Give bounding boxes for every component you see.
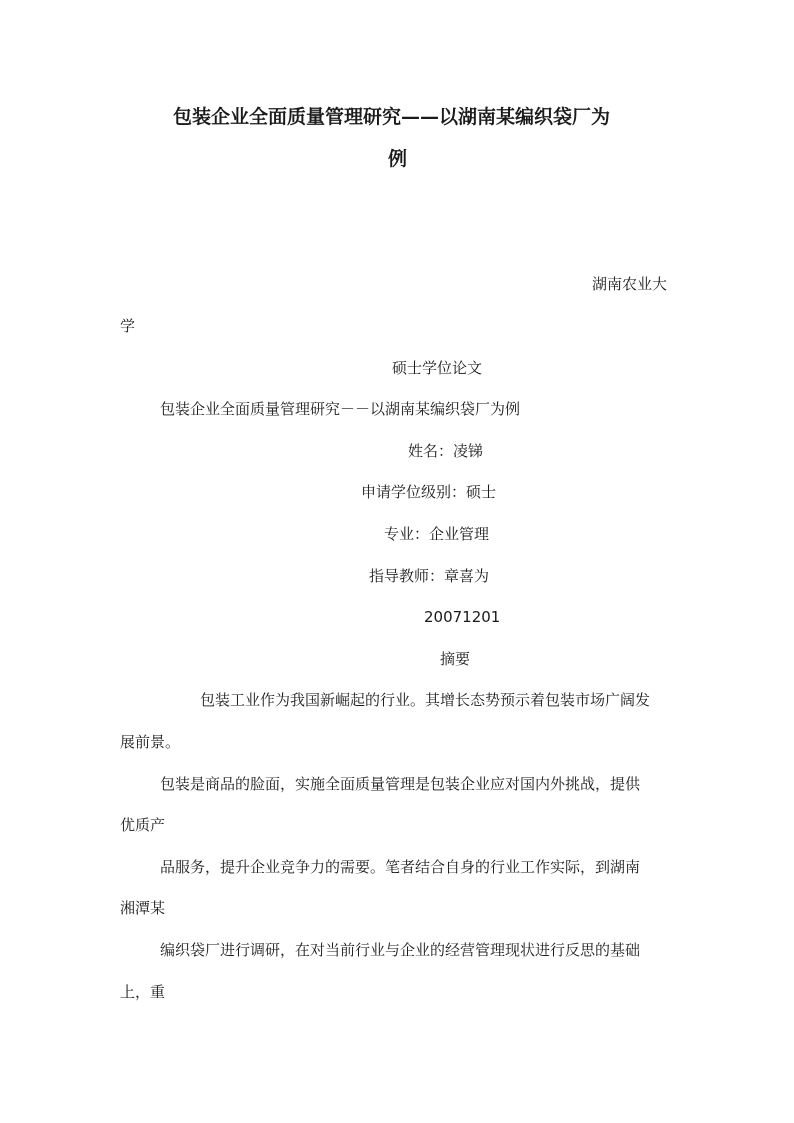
institution-line-2: 学 bbox=[120, 317, 136, 335]
abstract-line: 品服务，提升企业竞争力的需要。笔者结合自身的行业工作实际，到湖南 bbox=[160, 858, 641, 876]
title-line-2: 例 bbox=[388, 148, 408, 170]
abstract-line: 包装工业作为我国新崛起的行业。其增长态势预示着包装市场广阔发 bbox=[200, 691, 651, 709]
degree-thesis-label: 硕士学位论文 bbox=[392, 359, 483, 377]
abstract-line: 湘潭某 bbox=[120, 899, 166, 917]
abstract-heading: 摘要 bbox=[440, 650, 471, 668]
abstract-line: 编织袋厂进行调研，在对当前行业与企业的经营管理现状进行反思的基础 bbox=[160, 941, 641, 959]
degree-level: 申请学位级别：硕士 bbox=[361, 483, 497, 501]
date: 20071201 bbox=[424, 608, 501, 626]
author-name: 姓名：凌锑 bbox=[408, 442, 484, 460]
abstract-line: 优质产 bbox=[120, 816, 166, 834]
title-line-1: 包装企业全面质量管理研究——以湖南某编织袋厂为 bbox=[173, 106, 611, 128]
thesis-subtitle: 包装企业全面质量管理研究－－以湖南某编织袋厂为例 bbox=[160, 400, 521, 418]
major: 专业：企业管理 bbox=[384, 525, 490, 543]
advisor: 指导教师：章喜为 bbox=[369, 567, 490, 585]
abstract-line: 上，重 bbox=[120, 983, 166, 1001]
abstract-line: 包装是商品的脸面，实施全面质量管理是包装企业应对国内外挑战，提供 bbox=[160, 775, 641, 793]
abstract-line: 展前景。 bbox=[120, 733, 181, 751]
institution-line-1: 湖南农业大 bbox=[592, 275, 668, 293]
